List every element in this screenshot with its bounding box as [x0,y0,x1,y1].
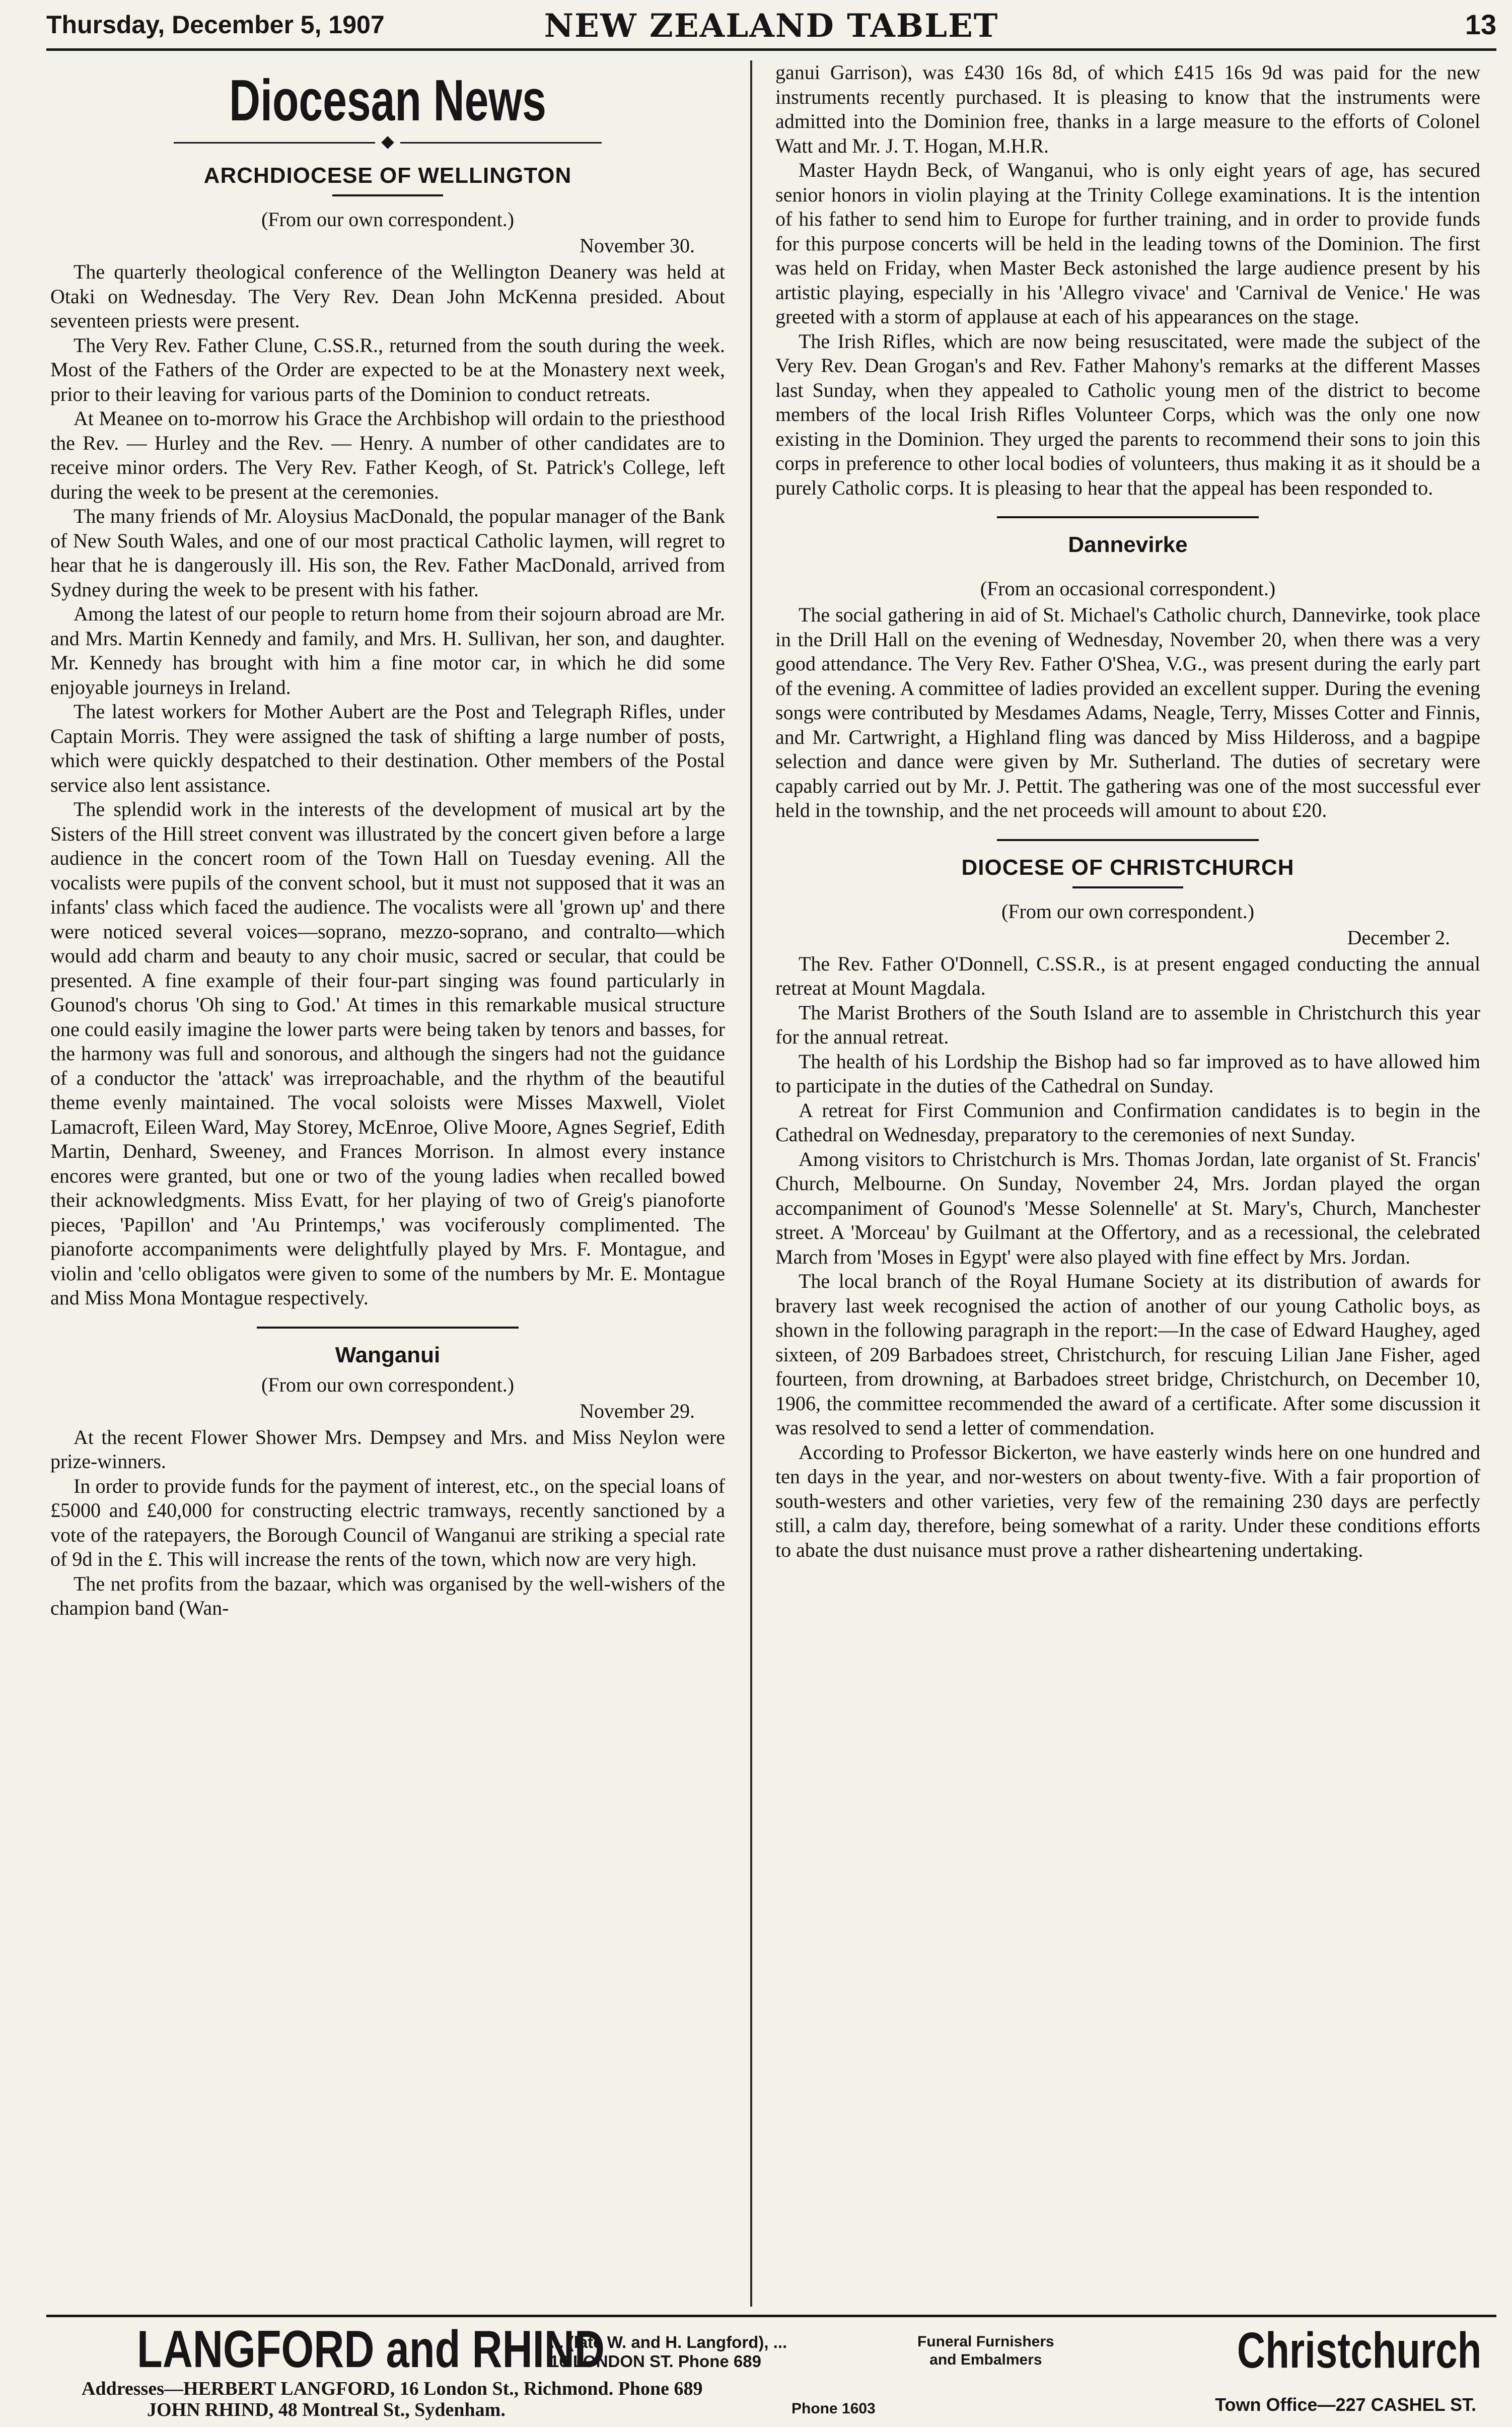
paragraph: The Irish Rifles, which are now being resuscitated, were made the subject of the Very Rev. Dean Grogan's and Rev. Father Mahony's remarks at the different Masses last Sunday, when they appealed to Catholic young men of the district to become members of the local Irish Rifles Volunteer Corps, which was the only one now existing in the Dominion. They urged the parents to recommend their sons to join this corps in preference to other local bodies of volunteers, thus making it as it should be a purely Catholic corps. It is pleasing to hear that the appeal has been responded to. [775,329,1480,499]
title-ornament [50,135,725,150]
paragraph: The many friends of Mr. Aloysius MacDonald, the popular manager of the Bank of New South Wales, and one of our most practical Catholic laymen, will regret to hear that he is dangerously ill. His son, the Rev. Father MacDonald, arrived from Sydney during the week to be present with his father. [50,505,725,601]
secondary-phone: Phone 1603 [791,2400,876,2417]
paragraph: The quarterly theological conference of the Wellington Deanery was held at Otaki on Wednesday. The Very Rev. Dean John McKenna presided. About seventeen priests were present. [50,260,725,332]
article-heading: Dannevirke [1068,532,1188,557]
paragraph: At the recent Flower Shower Mrs. Dempsey and Mrs. and Miss Neylon were prize-winners. [50,1425,725,1473]
advertiser-addresses [82,2378,703,2420]
service-line: and Embalmers [929,2351,1042,2368]
paragraph: The Rev. Father O'Donnell, C.SS.R., is at present engaged conducting the annual retreat at Mount Magdala. [775,952,1480,999]
paragraph: The local branch of the Royal Humane Society at its distribution of awards for bravery last week recognised the action of another of our young Catholic boys, as shown in the following paragraph in the report:—In the case of Edward Haughey, aged sixteen, of 209 Barbadoes street, Christchurch, for rescuing Lilian Jane Fisher, aged fourteen, from drowning, at Barbadoes street bridge, Christchurch, on December 10, 1906, the committee recommended the award of a certificate. After some discussion it was resolved to send a letter of commendation. [775,1270,1480,1439]
address-line: JOHN RHIND, 48 Montreal St., Sydenham. [147,2399,506,2420]
article-dannevirke [775,531,1480,823]
correspondent-line: (From an occasional correspondent.) [980,577,1276,600]
correspondent-line: (From our own correspondent.) [261,208,515,231]
heading-rule [1072,886,1183,888]
paragraph: The Marist Brothers of the South Island are to assemble in Christchurch this year for the annual retreat. [775,1001,1480,1048]
section-title: Diocesan News [229,67,546,133]
heading-rule [332,194,443,196]
dateline: November 29. [580,1399,695,1422]
article-heading: DIOCESE OF CHRISTCHURCH [961,855,1294,880]
issue-date: Thursday, December 5, 1907 [46,11,385,39]
publication-title: NEW ZEALAND TABLET [544,7,999,45]
article-wanganui-continued [775,60,1480,500]
section-separator [997,839,1259,841]
paragraph: At Meanee on to-morrow his Grace the Archbishop will ordain to the priesthood the Rev. — Hurley and the Rev. — Henry. A number of other candidates are to receive minor orders. The Very Rev. Father Keogh, of St. Patrick's College, left during the week to be present at the ceremonies. [50,407,725,503]
masthead [46,6,1496,46]
advertiser-name: LANGFORD and RHIND [137,2320,605,2379]
article-heading: Wanganui [335,1342,441,1367]
service-description [917,2333,1054,2369]
column-divider [750,60,752,2307]
article-wellington [50,162,725,1310]
service-line: Funeral Furnishers [917,2333,1054,2350]
address-line: Addresses—HERBERT LANGFORD, 16 London St., Richmond. Phone 689 [82,2378,703,2399]
footer-advertisement [46,2320,1496,2420]
paragraph: The Very Rev. Father Clune, C.SS.R., returned from the south during the week. Most of the Fathers of the Order are expected to be at the Monastery next week, prior to their leaving for various parts of the Dominion to conduct retreats. [50,333,725,405]
ornament-line-left [174,142,375,144]
article-heading: ARCHDIOCESE OF WELLINGTON [203,163,572,188]
paragraph: ganui Garrison), was £430 16s 8d, of which £415 16s 9d was paid for the new instruments recently purchased. It is pleasing to know that the instruments were admitted into the Dominion free, thanks in a large measure to the efforts of Colonel Watt and Mr. J. T. Hogan, M.H.R. [775,61,1480,157]
paragraph: The social gathering in aid of St. Michael's Catholic church, Dannevirke, took place in the Drill Hall on the evening of Wednesday, November 20, when there was a very good attendance. The Very Rev. Father O'Shea, V.G., was present during the early part of the evening. A committee of ladies provided an excellent supper. During the evening songs were contributed by Mesdames Adams, Neagle, Terry, Misses Cotter and Finnis, and Mr. Cartwright, a Highland fling was danced by Miss Hildeross, and a bagpipe selection and dance were given by Mr. Sutherland. The duties of secretary were capably carried out by Mr. J. Pettit. The gathering was one of the most successful ever held in the township, and the net proceeds will amount to about £20. [775,603,1480,821]
advertiser-note-line: 16 LONDON ST. Phone 689 [550,2352,761,2371]
diamond-icon [381,136,394,149]
paragraph: The splendid work in the interests of the development of musical art by the Sisters of the Hill street convent was illustrated by the concert given before a large audience in the concert room of the Town Hall on Tuesday evening. All the vocalists were pupils of the convent school, but it must not supposed that it was an infants' class which faced the audience. The vocalists were all 'grown up' and there were noticed several voices—soprano, mezzo-soprano, and contralto—which would add charm and beauty to any choir music, sacred or secular, that could be presented. A fine example of their four-part singing was found particularly in Gounod's chorus 'Oh sing to God.' At times in this remarkable musical structure one could easily imagine the lower parts were being taken by tenors and basses, for the harmony was full and sonorous, and although the singers had not the guidance of a conductor the 'attack' was irreproachable, and the rhythm of the beautiful theme evenly maintained. The vocal soloists were Misses Maxwell, Violet Lamacroft, Eileen Ward, May Storey, McEnroe, Olive Moore, Agnes Segrief, Edith Martin, Denhard, Sweeney, and Frances Morrison. In almost every instance encores were granted, but one or two of the young ladies when recalled bowed their acknowledgments. Miss Evatt, for her playing of two of Greig's pianoforte pieces, 'Papillon' and 'Au Printemps,' was vociferously complimented. The pianoforte accompaniments were delightfully played by Mrs. F. Montague, and violin and 'cello obligatos were given to some of the numbers by Mr. E. Montague and Miss Mona Montague respectively. [50,798,725,1309]
advertiser-city: Christchurch [1237,2322,1481,2379]
masthead-rule [46,48,1496,51]
correspondent-line: (From our own correspondent.) [1001,899,1255,923]
footer-rule [46,2315,1496,2317]
correspondent-line: (From our own correspondent.) [261,1373,515,1396]
paragraph: Among the latest of our people to return home from their sojourn abroad are Mr. and Mrs. Martin Kennedy and family, and Mrs. H. Sullivan, her son, and daughter. Mr. Kennedy has brought with him a fine motor car, in which he did some enjoyable journeys in Ireland. [50,602,725,699]
section-separator [257,1327,519,1329]
paragraph: A retreat for First Communion and Confirmation candidates is to begin in the Cathedral on Wednesday, preparatory to the ceremonies of next Sunday. [775,1098,1480,1146]
paragraph: Master Haydn Beck, of Wanganui, who is only eight years of age, has secured senior honors in violin playing at the Trinity College examinations. It is the intention of his father to send him to Europe for further training, and in order to provide funds for this purpose concerts will be held in the leading towns of the Dominion. The first was held on Friday, when Master Beck astonished the large audience present by his artistic playing, especially in his 'Allegro vivace' and 'Carnival de Venice.' He was greeted with a storm of applause at each of his appearances on the stage. [775,159,1480,328]
article-christchurch [775,854,1480,1563]
right-column [775,60,1480,2312]
left-column [50,60,725,2312]
paragraph: The health of his Lordship the Bishop had so far improved as to have allowed him to participate in the duties of the Cathedral on Sunday. [775,1050,1480,1097]
advertiser-note-line: ... (late W. and H. Langford), ... [550,2333,787,2351]
paragraph: Among visitors to Christchurch is Mrs. Thomas Jordan, late organist of St. Francis' Church, Melbourne. On Sunday, November 24, Mrs. Jordan played the organ accompaniment of Gounod's 'Messe Solennelle' at St. Mary's, Church, Manchester street. A 'Morceau' by Guilmant at the Offertory, and as a recessional, the celebrated March from 'Moses in Egypt' were also played with fine effect by Mrs. Jordan. [775,1147,1480,1268]
advertiser-note [550,2333,787,2371]
dateline: December 2. [1347,926,1450,949]
paragraph: In order to provide funds for the payment of interest, etc., on the special loans of £5000 and £40,000 for constructing electric tramways, recently sanctioned by a vote of the ratepayers, the Borough Council of Wanganui are striking a special rate of 9d in the £. This will increase the rents of the town, which now are very high. [50,1474,725,1570]
paragraph: According to Professor Bickerton, we have easterly winds here on one hundred and ten days in the year, and nor-westers on about twenty-five. With a fair proportion of south-westers and other varieties, very few of the remaining 230 days are perfectly still, a calm day, therefore, being somewhat of a rarity. Under these conditions efforts to abate the dust nuisance must prove a rather disheartening undertaking. [775,1440,1480,1561]
paragraph: The latest workers for Mother Aubert are the Post and Telegraph Rifles, under Captain Morris. They were assigned the task of shifting a large number of posts, which were quickly despatched to their destination. Other members of the Postal service also lent assistance. [50,700,725,796]
town-office: Town Office—227 CASHEL ST. [1215,2394,1476,2415]
dateline: November 30. [580,234,695,257]
page-number: 13 [1465,9,1496,40]
paragraph: The net profits from the bazaar, which was organised by the well-wishers of the champion band (Wan- [50,1572,725,1619]
section-separator [997,516,1259,518]
ornament-line-right [400,142,602,144]
article-wanganui [50,1342,725,1621]
